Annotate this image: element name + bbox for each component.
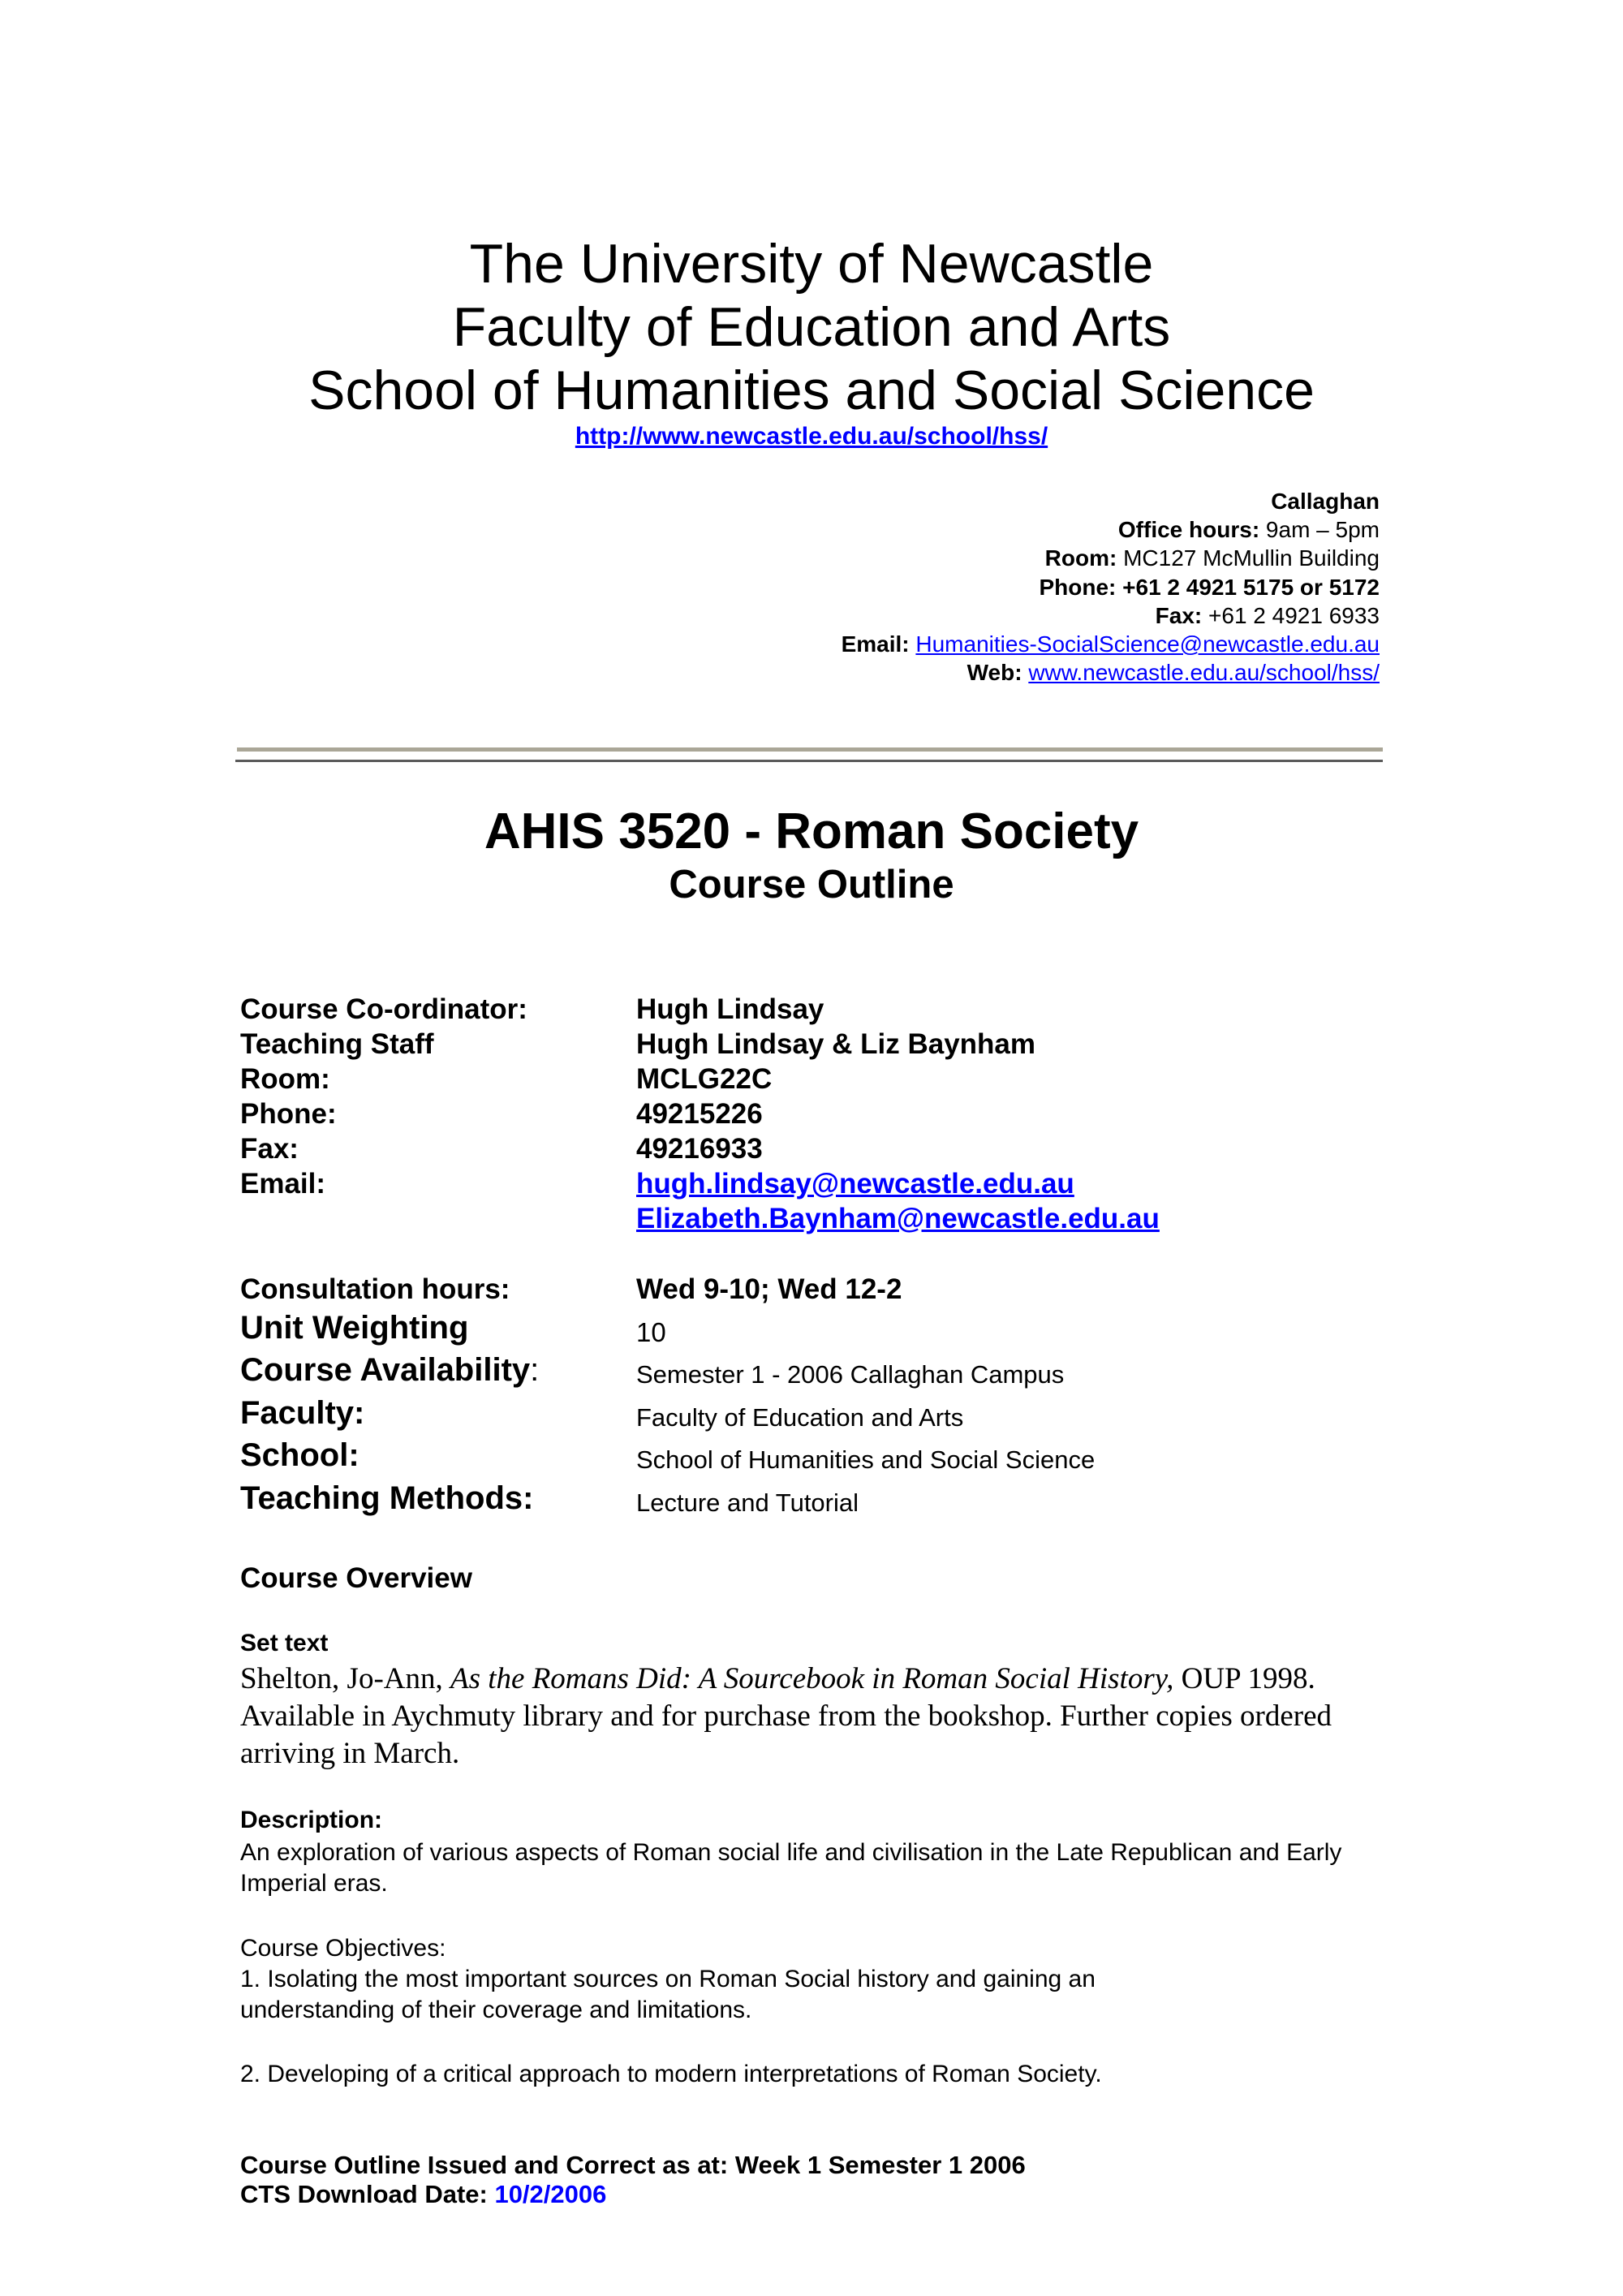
- objective-1: 1. Isolating the most important sources on Roman Social history and gaining an understanding of their coverage and limitations.: [240, 1966, 1096, 2023]
- info-label: Room:: [240, 1063, 330, 1095]
- info-value: 49216933: [636, 1133, 763, 1165]
- fax-line: [649, 601, 1380, 630]
- coordinator-email-link[interactable]: hugh.lindsay@newcastle.edu.au: [636, 1168, 1074, 1200]
- info-value: 49215226: [636, 1098, 763, 1130]
- room-label: Room:: [1044, 545, 1117, 571]
- set-text-publisher: OUP: [1173, 1662, 1241, 1695]
- detail-label: Teaching Methods:: [240, 1480, 534, 1516]
- set-text-availability: 1998. Available in Aychmuty library and for purchase from the bookshop. Further copies ordered arriving in March.: [240, 1662, 1332, 1770]
- info-label: Phone:: [240, 1098, 337, 1130]
- web-line: [649, 658, 1380, 687]
- detail-label: School:: [240, 1437, 359, 1473]
- detail-row-availability: [240, 1351, 1376, 1394]
- detail-row-consultation: [240, 1271, 1376, 1309]
- set-text-author: Shelton, Jo-Ann,: [240, 1662, 450, 1695]
- cts-date: 10/2/2006: [494, 2180, 607, 2208]
- set-text-paragraph: [240, 1661, 1393, 1773]
- info-row-room: [240, 1062, 1376, 1096]
- school-url-link[interactable]: http://www.newcastle.edu.au/school/hss/: [575, 423, 1048, 450]
- school-name: School of Humanities and Social Science: [308, 360, 1315, 421]
- detail-label: [240, 1351, 636, 1394]
- description-text: An exploration of various aspects of Roman social life and civilisation in the Late Republican and Early Imperial eras.: [240, 1839, 1342, 1897]
- cts-download-line: [240, 2180, 606, 2209]
- detail-value: Faculty of Education and Arts: [636, 1402, 964, 1432]
- set-text-book-title: As the Romans Did: A Sourcebook in Roman Social History,: [450, 1662, 1174, 1695]
- email-label: Email:: [841, 631, 910, 657]
- divider-thick: [237, 747, 1383, 752]
- objective-2: 2. Developing of a critical approach to modern interpretations of Roman Society.: [240, 2061, 1102, 2087]
- fax-value: +61 2 4921 6933: [1208, 602, 1380, 628]
- detail-value: Lecture and Tutorial: [636, 1488, 859, 1517]
- cts-label: CTS Download Date:: [240, 2180, 495, 2208]
- institution-header: [0, 232, 1623, 422]
- staff-info-table: [240, 992, 1376, 1236]
- faculty-name: Faculty of Education and Arts: [452, 296, 1171, 358]
- fax-label: Fax:: [1155, 602, 1203, 628]
- university-name: The University of Newcastle: [469, 233, 1154, 295]
- info-label: Fax:: [240, 1133, 299, 1165]
- description-heading: Description:: [240, 1807, 383, 1833]
- info-value: [636, 1166, 1160, 1236]
- detail-value: School of Humanities and Social Science: [636, 1445, 1096, 1474]
- web-label: Web:: [966, 660, 1022, 686]
- availability-colon: :: [530, 1352, 540, 1388]
- office-hours-label: Office hours:: [1117, 517, 1260, 543]
- info-value: Hugh Lindsay & Liz Baynham: [636, 1028, 1035, 1060]
- detail-value: Semester 1 - 2006 Callaghan Campus: [636, 1360, 1065, 1389]
- info-label: Course Co-ordinator:: [240, 993, 527, 1025]
- course-title: AHIS 3520 - Roman Society: [484, 803, 1139, 859]
- info-row-teaching-staff: [240, 1027, 1376, 1062]
- info-value: Hugh Lindsay: [636, 993, 824, 1025]
- objectives-heading: Course Objectives:: [240, 1935, 446, 1962]
- info-label: Email:: [240, 1168, 326, 1200]
- contact-block: [649, 487, 1380, 687]
- set-text-heading: Set text: [240, 1630, 329, 1656]
- course-subtitle: Course Outline: [669, 863, 954, 907]
- email-line: [649, 630, 1380, 658]
- detail-row-unit-weighting: [240, 1309, 1376, 1352]
- room-value: MC127 McMullin Building: [1123, 545, 1380, 571]
- issued-date-line: Course Outline Issued and Correct as at: Week 1 Semester 1 2006: [240, 2151, 1026, 2179]
- phone-label: Phone:: [1039, 574, 1117, 600]
- baynham-email-link[interactable]: Elizabeth.Baynham@newcastle.edu.au: [636, 1203, 1160, 1234]
- divider-thin: [235, 760, 1383, 762]
- phone-value: +61 2 4921 5175 or 5172: [1122, 574, 1380, 600]
- detail-value: Wed 9-10; Wed 12-2: [636, 1273, 902, 1305]
- course-overview-heading: Course Overview: [240, 1562, 472, 1594]
- info-row-coordinator: [240, 992, 1376, 1027]
- detail-value: 10: [636, 1316, 666, 1347]
- info-label: Teaching Staff: [240, 1028, 434, 1060]
- detail-row-school: [240, 1437, 1376, 1480]
- room-line: [649, 544, 1380, 572]
- phone-line: [649, 573, 1380, 601]
- detail-row-faculty: [240, 1394, 1376, 1437]
- campus-name: Callaghan: [1271, 489, 1380, 514]
- info-row-phone: [240, 1096, 1376, 1131]
- detail-label: Consultation hours:: [240, 1273, 510, 1305]
- detail-label: Faculty:: [240, 1394, 365, 1431]
- availability-label-text: Course Availability: [240, 1352, 531, 1388]
- course-details-table: [240, 1271, 1376, 1522]
- info-row-fax: [240, 1131, 1376, 1166]
- school-web-link[interactable]: www.newcastle.edu.au/school/hss/: [1028, 660, 1380, 686]
- info-row-email: [240, 1166, 1376, 1236]
- detail-label: Unit Weighting: [240, 1309, 469, 1346]
- office-hours-value: 9am – 5pm: [1265, 517, 1380, 543]
- school-email-link[interactable]: Humanities-SocialScience@newcastle.edu.au: [915, 631, 1380, 657]
- info-value: MCLG22C: [636, 1063, 773, 1095]
- school-url-line: [0, 422, 1623, 451]
- detail-row-teaching-methods: [240, 1480, 1376, 1523]
- office-hours-line: [649, 515, 1380, 544]
